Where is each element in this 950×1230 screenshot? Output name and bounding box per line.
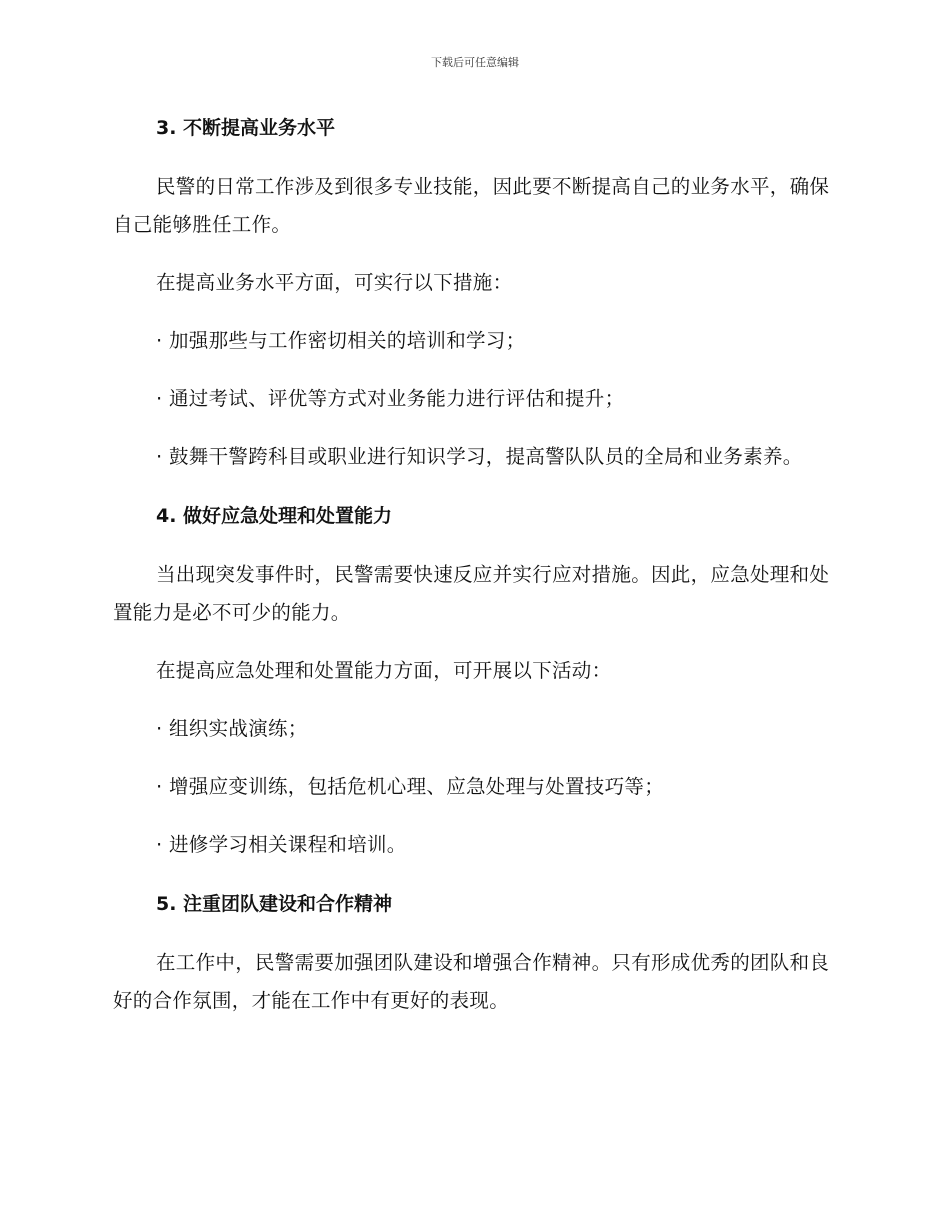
- document-body: [113, 108, 833, 1040]
- paragraph: 民警的日常工作涉及到很多专业技能，因此要不断提高自己的业务水平，确保自己能够胜任工作。: [113, 175, 830, 236]
- bullet-item: · 进修学习相关课程和培训。: [156, 833, 407, 856]
- bullet-item: · 组织实战演练；: [156, 717, 308, 740]
- bullet-item: · 增强应变训练，包括危机心理、应急处理与处置技巧等；: [156, 775, 664, 798]
- bullet-item: · 鼓舞干警跨科目或职业进行知识学习，提高警队队员的全局和业务素养。: [156, 445, 803, 468]
- section-heading: 5. 注重团队建设和合作精神: [156, 893, 393, 915]
- section-heading: 3. 不断提高业务水平: [156, 117, 336, 139]
- paragraph: 当出现突发事件时，民警需要快速反应并实行应对措施。因此，应急处理和处置能力是必不可少的能力。: [113, 563, 830, 624]
- paragraph: 在提高应急处理和处置能力方面，可开展以下活动：: [156, 659, 612, 682]
- paragraph: 在提高业务水平方面，可实行以下措施：: [156, 271, 513, 294]
- bullet-item: · 通过考试、评优等方式对业务能力进行评估和提升；: [156, 387, 625, 410]
- bullet-item: · 加强那些与工作密切相关的培训和学习；: [156, 329, 526, 352]
- paragraph: 在工作中，民警需要加强团队建设和增强合作精神。只有形成优秀的团队和良好的合作氛围，才能在工作中有更好的表现。: [113, 951, 830, 1012]
- page-header: 下载后可任意编辑: [431, 56, 519, 69]
- section-heading: 4. 做好应急处理和处置能力: [156, 505, 393, 527]
